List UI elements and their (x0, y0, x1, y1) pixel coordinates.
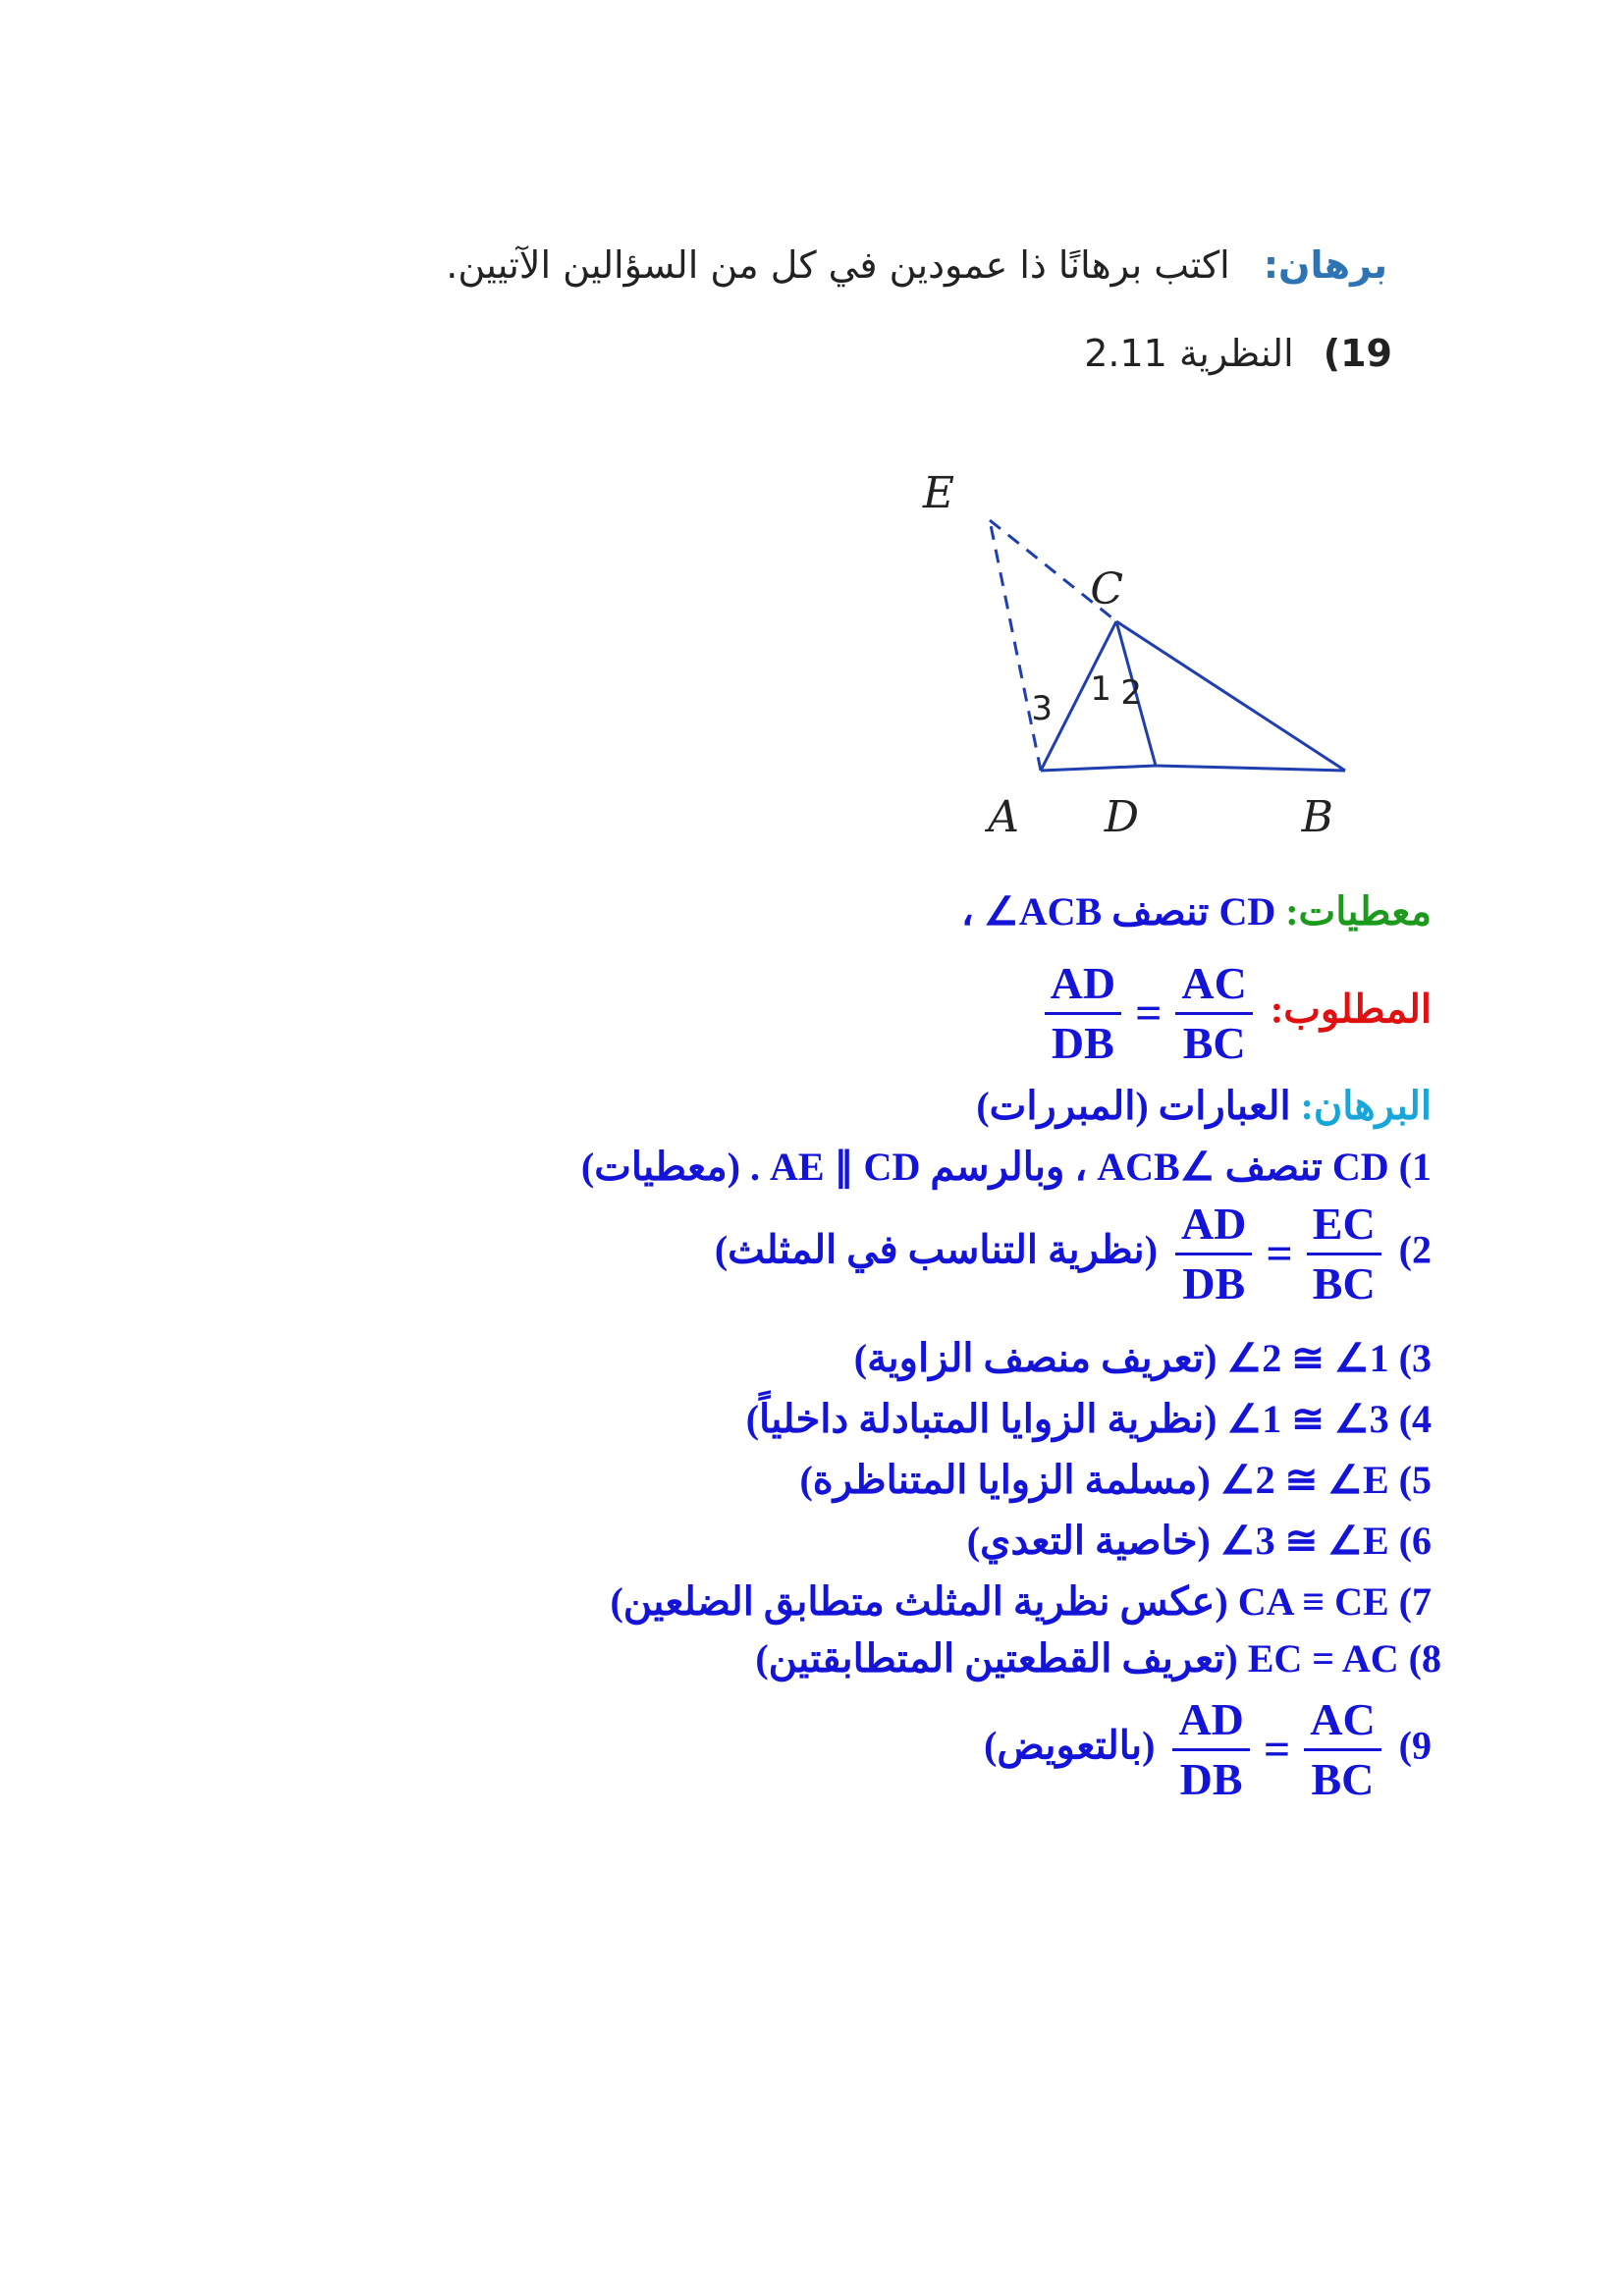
step-statement: $\frac{AD}{DB}$ = $\frac{EC}{BC}$ (1167, 1198, 1389, 1310)
proof-step-4 (746, 1396, 1432, 1443)
question-title (1084, 332, 1392, 375)
segment-DB (1156, 766, 1345, 771)
proof-header (976, 1083, 1432, 1130)
required-label: المطلوب: (1270, 987, 1432, 1032)
step-statement: $\frac{AD}{DB}$ = $\frac{AC}{BC}$ (1164, 1693, 1388, 1806)
step-statement: EC = AC (1247, 1636, 1399, 1681)
given-angle: ∠ACB (983, 889, 1103, 934)
step-reason: (نظرية الزوايا المتبادلة داخلياً) (745, 1397, 1217, 1441)
step-statement: ∠3 ≅ ∠E (1219, 1519, 1389, 1563)
point-B-label: B (1301, 792, 1333, 842)
angle-2-label: 2 (1120, 673, 1142, 713)
exercise-header (446, 243, 1387, 287)
point-E-label: E (922, 468, 954, 518)
proof-step-7 (610, 1578, 1432, 1626)
given-trail: ، (960, 889, 974, 934)
given-label: معطيات: (1285, 889, 1432, 934)
given-row (961, 888, 1432, 935)
proof-columns: العبارات (المبررات) (976, 1084, 1291, 1128)
step-reason: (مسلمة الزوايا المتناظرة) (799, 1458, 1211, 1502)
point-D-label: D (1104, 792, 1139, 842)
angle-3-label: 3 (1031, 689, 1053, 728)
proof-step-2 (715, 1198, 1432, 1310)
given-verb: تنصف (1111, 889, 1210, 934)
given-segment: CD (1218, 889, 1276, 934)
step-reason: (نظرية التناسب في المثلث) (714, 1227, 1158, 1272)
step-number: 4) (1398, 1397, 1432, 1441)
header-instruction: اكتب برهانًا ذا عمودين في كل من السؤالين الآتيين. (446, 243, 1230, 287)
point-C-label: C (1090, 564, 1123, 614)
step-statement: ∠2 ≅ ∠1 (1226, 1336, 1389, 1380)
segment-AD (1041, 766, 1156, 771)
step-statement: ∠2 ≅ ∠E (1219, 1458, 1389, 1502)
required-lhs-fraction: $\frac{AD}{DB}$ (1045, 957, 1121, 1070)
step-number: 7) (1398, 1579, 1432, 1624)
required-proportion: $\frac{AD}{DB}$ = $\frac{AC}{BC}$ (1037, 957, 1261, 1070)
required-row (1037, 957, 1432, 1070)
proof-step-8 (755, 1635, 1441, 1682)
step-number: 2) (1398, 1227, 1432, 1272)
proof-step-9 (984, 1693, 1432, 1806)
proof-step-3 (854, 1335, 1432, 1382)
step-statement: ∠1 ≅ ∠3 (1226, 1397, 1389, 1441)
step-number: 8) (1408, 1636, 1441, 1681)
angle-1-label: 1 (1090, 669, 1111, 709)
question-theorem: النظرية 2.11 (1084, 332, 1294, 375)
step-statement: CA ≡ CE (1237, 1579, 1389, 1624)
header-label: برهان: (1263, 243, 1387, 287)
step-number: 3) (1398, 1336, 1432, 1380)
step-number: 1) (1398, 1145, 1432, 1189)
required-rhs-fraction: $\frac{AC}{BC}$ (1175, 957, 1252, 1070)
proof-step-1 (581, 1144, 1432, 1191)
step-reason: (تعريف منصف الزاوية) (853, 1336, 1217, 1380)
point-A-label: A (988, 792, 1019, 842)
step-number: 5) (1398, 1458, 1432, 1502)
step-reason: (بالتعويض) (984, 1723, 1156, 1768)
step-number: 6) (1398, 1519, 1432, 1563)
proof-step-6 (967, 1518, 1432, 1565)
step-statement: CD تنصف ∠ACB ، وبالرسم AE ∥ CD . (749, 1145, 1389, 1189)
triangle-figure (922, 447, 1404, 859)
step-reason: (عكس نظرية المثلث متطابق الضلعين) (610, 1579, 1228, 1624)
proof-label: البرهان: (1300, 1084, 1432, 1128)
question-number: 19) (1323, 332, 1392, 375)
segment-AE-dashed (990, 520, 1041, 771)
step-number: 9) (1398, 1723, 1432, 1768)
step-reason: (معطيات) (580, 1145, 740, 1189)
step-reason: (خاصية التعدي) (966, 1519, 1211, 1563)
step-reason: (تعريف القطعتين المتطابقتين) (755, 1636, 1238, 1681)
proof-step-5 (799, 1457, 1432, 1504)
